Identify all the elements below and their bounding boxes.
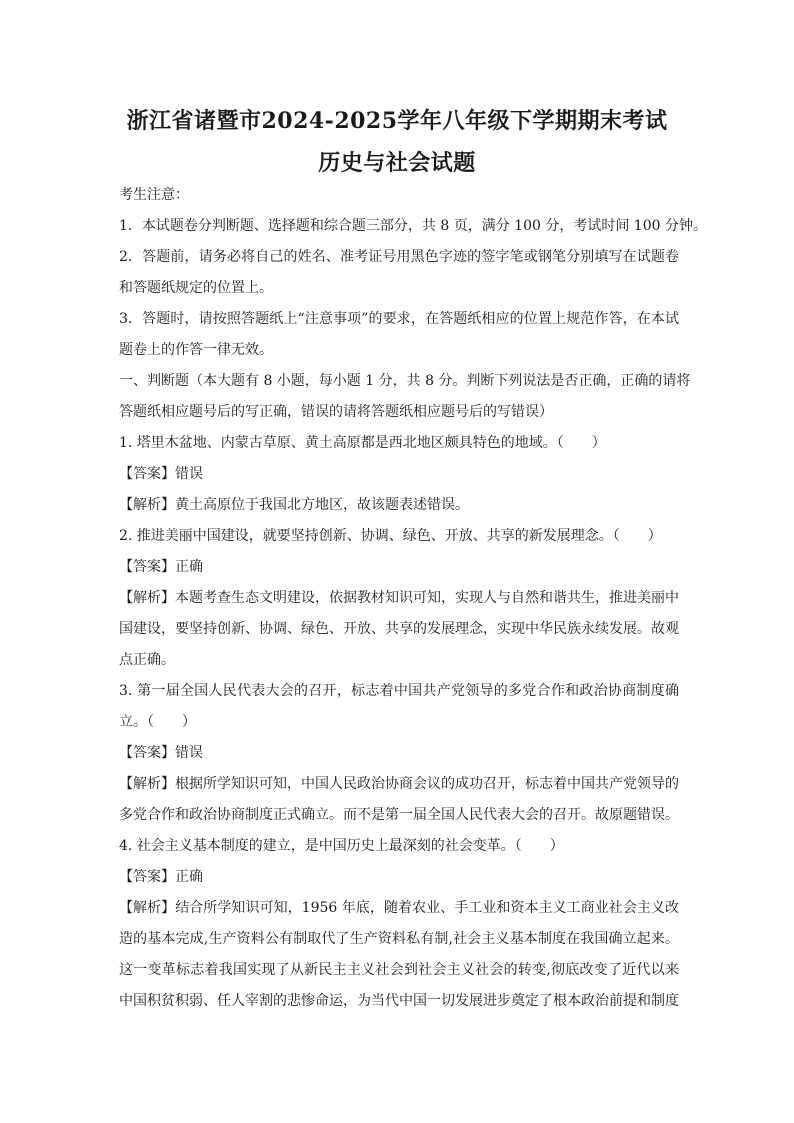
question-3-line-1: 3. 第一届全国人民代表大会的召开，标志着中国共产党领导的多党合作和政治协商制度确 [119,683,679,699]
analysis-1: 【解析】黄土高原位于我国北方地区，故该题表述错误。 [119,497,469,513]
answer-2: 【答案】正确 [119,559,203,575]
analysis-4-line-2: 造的基本完成,生产资料公有制取代了生产资料私有制,社会主义基本制度在我国确立起来。 [119,931,679,947]
analysis-4-line-3: 这一变革标志着我国实现了从新民主主义社会到社会主义社会的转变,彻底改变了近代以来 [119,962,679,978]
notice-item-3-line-2: 题卷上的作答一律无效。 [119,342,273,358]
question-3-line-2: 立。（ ） [119,714,196,730]
document-title: 浙江省诸暨市2024-2025学年八年级下学期期末考试 [126,108,668,134]
notice-item-1: 1．本试题卷分判断题、选择题和综合题三部分，共 8 页，满分 100 分，考试时间 100 分钟。 [119,218,707,234]
question-1: 1. 塔里木盆地、内蒙古草原、黄土高原都是西北地区颇具特色的地域。（ ） [119,435,606,451]
answer-1: 【答案】错误 [119,466,203,482]
notice-heading: 考生注意： [119,187,189,203]
analysis-2-line-3: 点正确。 [119,652,175,668]
answer-3: 【答案】错误 [119,745,203,761]
notice-item-2-line-1: 2．答题前，请务必将自己的姓名、准考证号用黑色字迹的签字笔或钢笔分别填写在试题卷 [119,249,679,265]
question-4: 4. 社会主义基本制度的建立，是中国历史上最深刻的社会变革。（ ） [119,838,564,854]
analysis-3-line-1: 【解析】根据所学知识可知，中国人民政治协商会议的成功召开，标志着中国共产党领导的 [119,776,679,792]
analysis-2-line-2: 国建设，要坚持创新、协调、绿色、开放、共享的发展理念，实现中华民族永续发展。故观 [119,621,679,637]
document-subtitle: 历史与社会试题 [318,150,476,176]
section-heading-line-1: 一、判断题（本大题有 8 小题，每小题 1 分，共 8 分。判断下列说法是否正确，正确的请将 [119,373,691,389]
notice-item-3-line-1: 3．答题时，请按照答题纸上“注意事项”的要求，在答题纸相应的位置上规范作答，在本试 [119,311,679,327]
analysis-2-line-1: 【解析】本题考查生态文明建设，依据教材知识可知，实现人与自然和谐共生，推进美丽中 [119,590,679,606]
analysis-4-line-1: 【解析】结合所学知识可知，1956 年底，随着农业、手工业和资本主义工商业社会主义改 [119,900,679,916]
section-heading-line-2: 答题纸相应题号后的写正确，错误的请将答题纸相应题号后的写错误） [119,404,553,420]
question-2: 2. 推进美丽中国建设，就要坚持创新、协调、绿色、开放、共享的新发展理念。（ ） [119,528,662,544]
analysis-3-line-2: 多党合作和政治协商制度正式确立。而不是第一届全国人民代表大会的召开。故原题错误。 [119,807,679,823]
analysis-4-line-4: 中国积贫积弱、任人宰割的悲惨命运，为当代中国一切发展进步奠定了根本政治前提和制度 [119,993,679,1009]
answer-4: 【答案】正确 [119,869,203,885]
notice-item-2-line-2: 和答题纸规定的位置上。 [119,280,273,296]
document-body [119,180,707,1017]
